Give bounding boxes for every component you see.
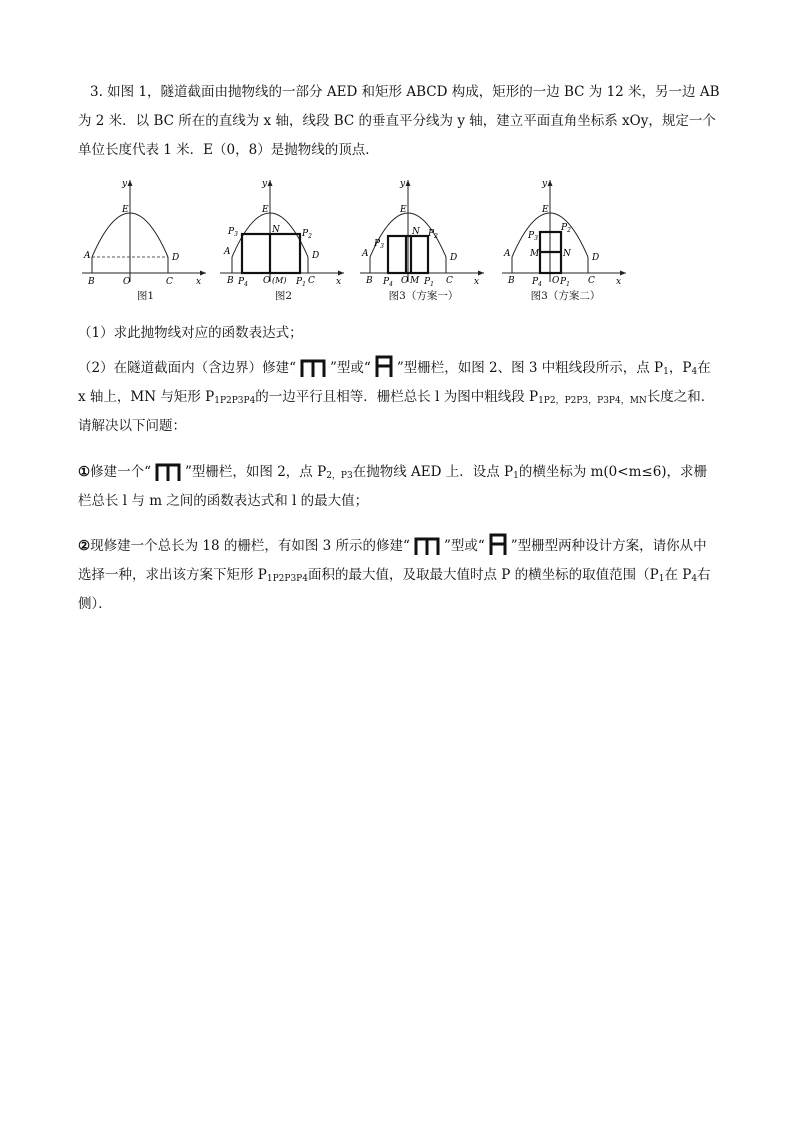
fig3a-label-P3: $P_3$ <box>374 239 384 250</box>
fig3a-label-C: C <box>446 276 453 286</box>
figure-row <box>78 176 638 308</box>
fig3b-label-E: E <box>542 205 549 215</box>
fig3a-label-P4: $P_4$ <box>383 277 393 288</box>
fig3b-label-P4: $P_4$ <box>532 277 542 288</box>
fig3b-label-D: D <box>592 253 600 263</box>
figure-3-plan-2 <box>498 176 633 308</box>
fig2-label-P2: $P_2$ <box>302 229 312 240</box>
fig3a-label-N: N <box>412 227 420 237</box>
fig1-label-O: O <box>123 277 131 287</box>
fig3b-label-x: x <box>616 277 622 287</box>
figure-3-plan-1-caption: 图3（方案一） <box>388 290 459 302</box>
figure-2-diagram <box>216 176 351 288</box>
fig3b-label-N: N <box>563 249 571 259</box>
fig3b-label-C: C <box>588 276 595 286</box>
fig3a-label-P1: $P_1$ <box>424 277 434 288</box>
fig2-label-B: B <box>227 276 234 286</box>
fig2-label-N: N <box>272 225 280 235</box>
fig2-label-O: O <box>263 276 271 286</box>
figure-2-caption: 图2 <box>274 290 293 302</box>
figure-2 <box>216 176 351 308</box>
fig1-label-B: B <box>88 277 95 287</box>
fig2-label-A: A <box>224 247 231 257</box>
figure-1-diagram <box>78 176 213 288</box>
fig1-label-x: x <box>196 277 202 287</box>
fig2-label-P3: $P_3$ <box>228 227 238 238</box>
figure-3-plan-2-diagram <box>498 176 633 288</box>
fig1-label-A: A <box>84 251 91 261</box>
fig2-label-M: (M) <box>272 276 287 285</box>
fig3b-label-P1: $P_1$ <box>560 277 570 288</box>
fig2-label-P1: $P_1$ <box>296 277 306 288</box>
fig1-label-y: y <box>122 179 128 189</box>
fig3a-label-A: A <box>362 249 369 259</box>
fig1-label-C: C <box>166 277 173 287</box>
figure-1-caption: 图1 <box>136 290 155 302</box>
fig3a-label-P2: $P_2$ <box>428 229 438 240</box>
fig3a-label-B: B <box>366 276 373 286</box>
question-2-part-1: ①修建一个“ ”型栅栏，如图 2，点 $P_{2,P3}$在抛物线 AED 上．设点 $P_1$的横坐标为 m(0<m≤6)，求栅栏总长 l 与 m 之间的函数表达式和 l 的最大值； <box>78 464 708 509</box>
fig2-label-C: C <box>308 276 315 286</box>
fig3b-label-P3: $P_3$ <box>528 231 538 242</box>
fig3b-label-y: y <box>542 179 548 189</box>
fig2-label-x: x <box>336 277 342 287</box>
fence-m-shape-icon <box>299 358 327 378</box>
fig3a-label-O: O <box>401 276 409 286</box>
fig1-label-D: D <box>172 253 180 263</box>
fig3b-label-B: B <box>508 276 515 286</box>
fig2-label-P4: $P_4$ <box>238 277 248 288</box>
figure-3-plan-2-caption: 图3（方案二） <box>530 290 601 302</box>
fig3a-label-D: D <box>450 253 458 263</box>
fig3b-label-P2: $P_2$ <box>561 223 571 234</box>
fence-h-shape-icon <box>374 354 394 378</box>
figure-3-plan-1-diagram <box>356 176 491 288</box>
fig2-label-D: D <box>312 251 320 261</box>
fig3a-label-E: E <box>400 205 407 215</box>
fence-h-shape-icon <box>488 532 508 556</box>
fig3a-label-x: x <box>474 277 480 287</box>
figure-3-plan-1 <box>356 176 491 308</box>
problem-intro: 3. 如图 1，隧道截面由抛物线的一部分 AED 和矩形 ABCD 构成，矩形的一边 BC 为 12 米，另一边 AB 为 2 米．以 BC 所在的直线为 x 轴，线段 BC 的垂直平分线为 y 轴，建立平面直角坐标系 xOy，规定一个单位长度代表 1 米．E（0，8）是抛物线的顶点． <box>78 84 720 158</box>
fig1-label-E: E <box>122 205 129 215</box>
fig3a-label-M: M <box>410 276 420 286</box>
fig3a-label-y: y <box>400 179 406 189</box>
fence-m-shape-icon <box>154 462 182 482</box>
fig3b-label-A: A <box>504 249 511 259</box>
fig2-label-E: E <box>262 205 269 215</box>
question-1: （1）求此抛物线对应的函数表达式； <box>78 325 303 341</box>
figure-1 <box>78 176 213 308</box>
fig2-label-y: y <box>262 179 268 189</box>
fig3b-label-O: O <box>552 276 560 286</box>
question-2-part-2: ②现修建一个总长为 18 的栅栏，有如图 3 所示的修建“ ”型或“ ”型栅型两种设计方案，请你从中选择一种，求出该方案下矩形 $P_{1P2P3P4}$面积的最大值，及取最大值时点 P 的横坐标的取值范围（$P_1$在 $P_4$右侧）． <box>78 532 720 619</box>
fig3b-label-M: M <box>530 249 540 259</box>
fence-m-shape-icon <box>413 536 441 556</box>
question-2: （2）在隧道截面内（含边界）修建“ ”型或“ ”型栅栏，如图 2、图 3 中粗线段所示，点 $P_1$，$P_4$在 x 轴上，MN 与矩形 $P_{1P2P3P4}$的一边平行且相等．栅栏总长 l 为图中粗线段 $P_{1P2,P2P3,P3P4,MN}$长度之和．请解决以下问题： <box>78 354 720 441</box>
